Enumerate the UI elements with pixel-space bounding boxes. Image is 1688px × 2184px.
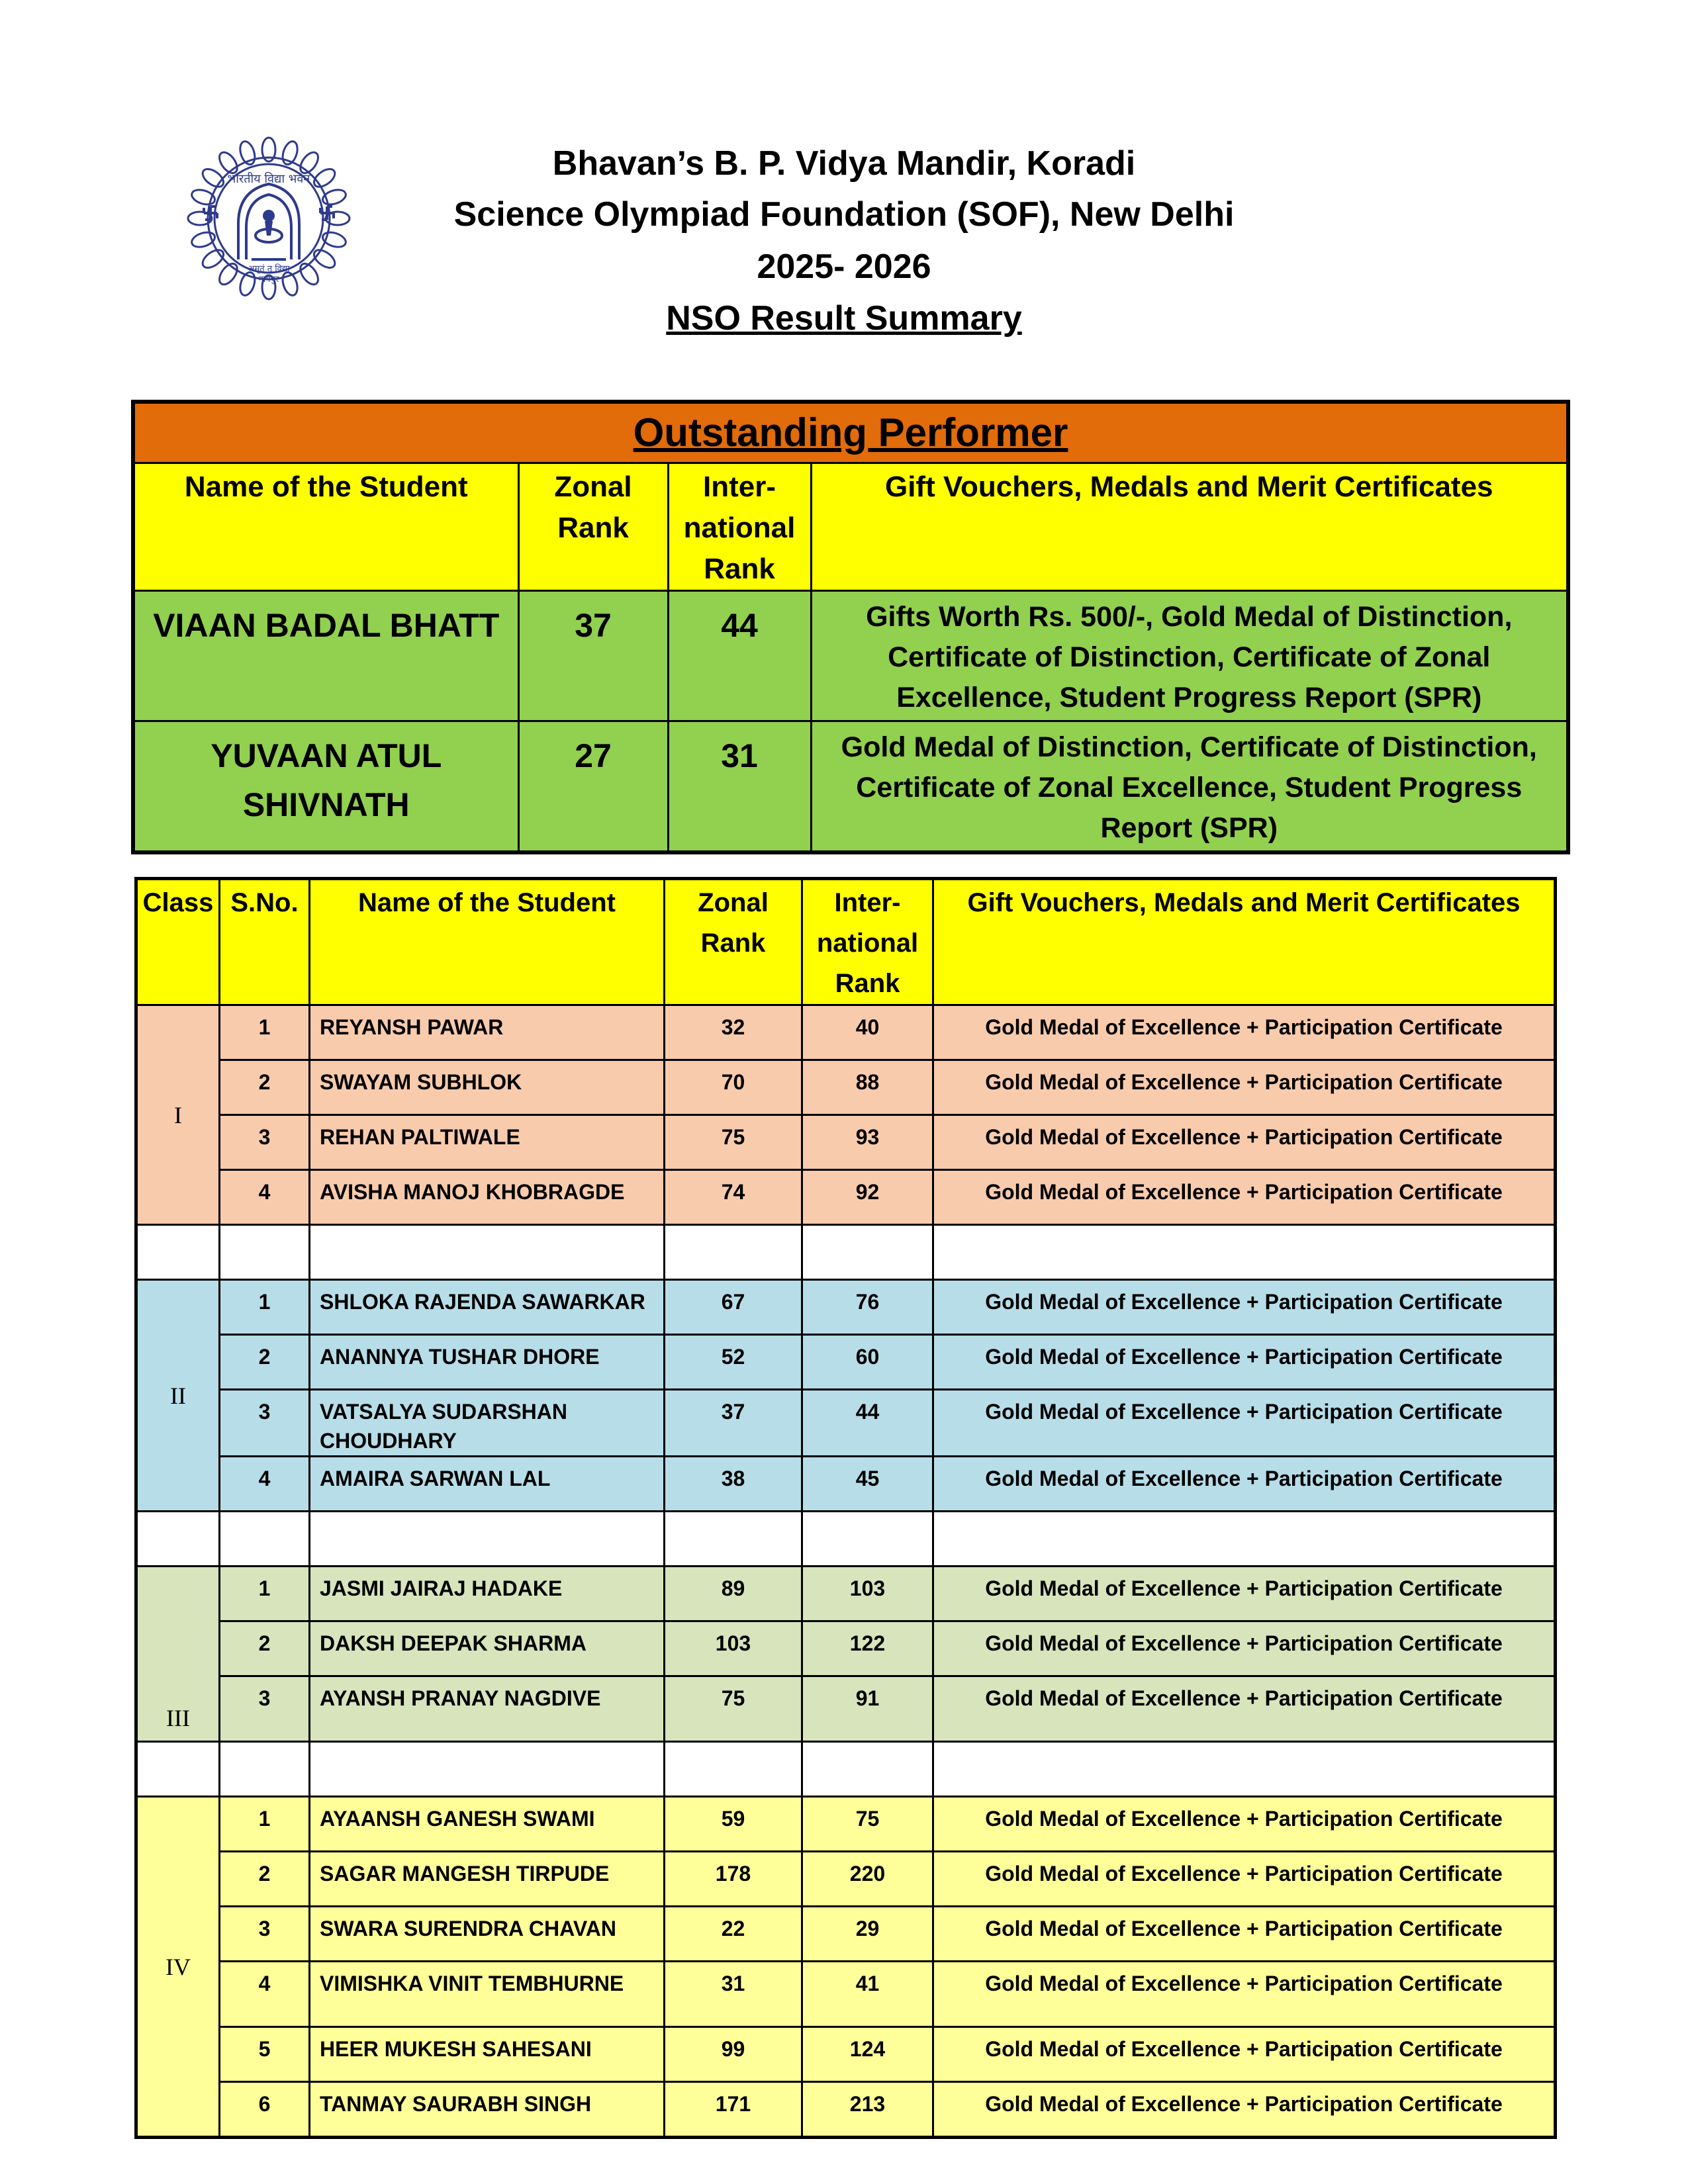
table-row (136, 1962, 1556, 2027)
table-row (136, 1567, 1556, 1621)
logo-text-city: नागपुर (258, 275, 279, 285)
international-rank: 29 (802, 1907, 933, 1962)
class-label: III (136, 1567, 220, 1742)
international-rank: 124 (802, 2027, 933, 2082)
zonal-rank: 178 (665, 1852, 802, 1907)
international-rank: 75 (802, 1797, 933, 1852)
award: Gold Medal of Excellence + Participation Certificate (933, 1962, 1556, 2027)
op-header-international: Inter- national Rank (668, 463, 811, 591)
award: Gold Medal of Excellence + Participation Certificate (933, 1567, 1556, 1621)
table-row (136, 1676, 1556, 1742)
header-award: Gift Vouchers, Medals and Merit Certificates (933, 879, 1556, 1005)
student-name: SHLOKA RAJENDA SAWARKAR (310, 1280, 665, 1335)
serial-number: 3 (220, 1907, 310, 1962)
zonal-rank: 70 (665, 1060, 802, 1115)
award: Gold Medal of Excellence + Participation Certificate (933, 1170, 1556, 1225)
international-rank: 103 (802, 1567, 933, 1621)
op-international-rank: 44 (668, 591, 811, 721)
award: Gold Medal of Excellence + Participation Certificate (933, 1621, 1556, 1676)
table-row (136, 1115, 1556, 1170)
serial-number: 2 (220, 1335, 310, 1390)
foundation-name: Science Olympiad Foundation (SOF), New Delhi (453, 195, 1235, 234)
student-name: TANMAY SAURABH SINGH (310, 2082, 665, 2138)
award: Gold Medal of Excellence + Participation Certificate (933, 1457, 1556, 1512)
serial-number: 2 (220, 1852, 310, 1907)
header-name: Name of the Student (310, 879, 665, 1005)
serial-number: 3 (220, 1676, 310, 1742)
header-zonal: Zonal Rank (665, 879, 802, 1005)
op-header-name: Name of the Student (133, 463, 518, 591)
international-rank: 92 (802, 1170, 933, 1225)
zonal-rank: 103 (665, 1621, 802, 1676)
table-row (136, 1170, 1556, 1225)
award: Gold Medal of Excellence + Participation Certificate (933, 1060, 1556, 1115)
serial-number: 4 (220, 1962, 310, 2027)
student-name: JASMI JAIRAJ HADAKE (310, 1567, 665, 1621)
outstanding-title: Outstanding Performer (133, 402, 1568, 463)
logo-text-motto: अमृतं तु विद्या (248, 264, 290, 274)
class-label: II (136, 1280, 220, 1512)
student-name: SWARA SURENDRA CHAVAN (310, 1907, 665, 1962)
zonal-rank: 75 (665, 1676, 802, 1742)
table-row (136, 1852, 1556, 1907)
international-rank: 93 (802, 1115, 933, 1170)
zonal-rank: 89 (665, 1567, 802, 1621)
zonal-rank: 52 (665, 1335, 802, 1390)
outstanding-performer-table (131, 400, 1570, 854)
student-name: REYANSH PAWAR (310, 1005, 665, 1060)
international-rank: 45 (802, 1457, 933, 1512)
international-rank: 122 (802, 1621, 933, 1676)
table-row (133, 591, 1568, 721)
table-row (136, 1797, 1556, 1852)
award: Gold Medal of Excellence + Participation Certificate (933, 1676, 1556, 1742)
serial-number: 5 (220, 2027, 310, 2082)
international-rank: 88 (802, 1060, 933, 1115)
table-row (136, 2027, 1556, 2082)
op-student-name: VIAAN BADAL BHATT (133, 591, 518, 721)
award: Gold Medal of Excellence + Participation Certificate (933, 1797, 1556, 1852)
student-name: AVISHA MANOJ KHOBRAGDE (310, 1170, 665, 1225)
student-name: AMAIRA SARWAN LAL (310, 1457, 665, 1512)
award: Gold Medal of Excellence + Participation Certificate (933, 1115, 1556, 1170)
table-row (136, 1335, 1556, 1390)
student-name: AYAANSH GANESH SWAMI (310, 1797, 665, 1852)
spacer-row (136, 1225, 1556, 1280)
international-rank: 44 (802, 1390, 933, 1457)
serial-number: 4 (220, 1457, 310, 1512)
student-name: VIMISHKA VINIT TEMBHURNE (310, 1962, 665, 2027)
international-rank: 41 (802, 1962, 933, 2027)
table-row (136, 1005, 1556, 1060)
results-table (134, 877, 1557, 2139)
table-row (136, 1621, 1556, 1676)
op-zonal-rank: 27 (518, 721, 668, 853)
page-title: NSO Result Summary (666, 299, 1022, 338)
serial-number: 2 (220, 1621, 310, 1676)
spacer-row (136, 1742, 1556, 1797)
student-name: VATSALYA SUDARSHAN CHOUDHARY (310, 1390, 665, 1457)
op-award: Gold Medal of Distinction, Certificate of Distinction, Certificate of Zonal Excellence, Student Progress Report (SPR) (811, 721, 1568, 853)
class-label: I (136, 1005, 220, 1225)
international-rank: 213 (802, 2082, 933, 2138)
student-name: SWAYAM SUBHLOK (310, 1060, 665, 1115)
zonal-rank: 67 (665, 1280, 802, 1335)
student-name: REHAN PALTIWALE (310, 1115, 665, 1170)
zonal-rank: 75 (665, 1115, 802, 1170)
serial-number: 6 (220, 2082, 310, 2138)
serial-number: 1 (220, 1567, 310, 1621)
student-name: ANANNYA TUSHAR DHORE (310, 1335, 665, 1390)
zonal-rank: 37 (665, 1390, 802, 1457)
school-name: Bhavan’s B. P. Vidya Mandir, Koradi (552, 144, 1136, 183)
zonal-rank: 31 (665, 1962, 802, 2027)
international-rank: 76 (802, 1280, 933, 1335)
award: Gold Medal of Excellence + Participation Certificate (933, 1005, 1556, 1060)
zonal-rank: 74 (665, 1170, 802, 1225)
international-rank: 60 (802, 1335, 933, 1390)
serial-number: 4 (220, 1170, 310, 1225)
serial-number: 1 (220, 1797, 310, 1852)
zonal-rank: 171 (665, 2082, 802, 2138)
zonal-rank: 22 (665, 1907, 802, 1962)
international-rank: 91 (802, 1676, 933, 1742)
zonal-rank: 99 (665, 2027, 802, 2082)
op-international-rank: 31 (668, 721, 811, 853)
op-header-award: Gift Vouchers, Medals and Merit Certificates (811, 463, 1568, 591)
header-class: Class (136, 879, 220, 1005)
table-row (136, 1390, 1556, 1457)
student-name: AYANSH PRANAY NAGDIVE (310, 1676, 665, 1742)
class-label: IV (136, 1797, 220, 2138)
student-name: HEER MUKESH SAHESANI (310, 2027, 665, 2082)
zonal-rank: 38 (665, 1457, 802, 1512)
serial-number: 1 (220, 1280, 310, 1335)
international-rank: 40 (802, 1005, 933, 1060)
award: Gold Medal of Excellence + Participation Certificate (933, 1852, 1556, 1907)
award: Gold Medal of Excellence + Participation Certificate (933, 1907, 1556, 1962)
award: Gold Medal of Excellence + Participation Certificate (933, 2082, 1556, 2138)
op-student-name: YUVAAN ATUL SHIVNATH (133, 721, 518, 853)
award: Gold Medal of Excellence + Participation Certificate (933, 1280, 1556, 1335)
serial-number: 3 (220, 1115, 310, 1170)
table-row (136, 1907, 1556, 1962)
op-award: Gifts Worth Rs. 500/-, Gold Medal of Distinction, Certificate of Distinction, Certificate of Zonal Excellence, Student Progress Report (SPR) (811, 591, 1568, 721)
op-zonal-rank: 37 (518, 591, 668, 721)
session-year: 2025- 2026 (757, 248, 931, 286)
serial-number: 1 (220, 1005, 310, 1060)
table-row (136, 1457, 1556, 1512)
serial-number: 2 (220, 1060, 310, 1115)
op-header-zonal: Zonal Rank (518, 463, 668, 591)
zonal-rank: 59 (665, 1797, 802, 1852)
table-row (136, 1060, 1556, 1115)
table-row (136, 2082, 1556, 2138)
serial-number: 3 (220, 1390, 310, 1457)
table-row (133, 721, 1568, 853)
table-row (136, 1280, 1556, 1335)
header-international: Inter- national Rank (802, 879, 933, 1005)
student-name: DAKSH DEEPAK SHARMA (310, 1621, 665, 1676)
header-sno: S.No. (220, 879, 310, 1005)
student-name: SAGAR MANGESH TIRPUDE (310, 1852, 665, 1907)
award: Gold Medal of Excellence + Participation Certificate (933, 2027, 1556, 2082)
international-rank: 220 (802, 1852, 933, 1907)
logo-text-top: भारतीय विद्या भवन (227, 172, 310, 186)
spacer-row (136, 1512, 1556, 1567)
award: Gold Medal of Excellence + Participation Certificate (933, 1390, 1556, 1457)
award: Gold Medal of Excellence + Participation Certificate (933, 1335, 1556, 1390)
zonal-rank: 32 (665, 1005, 802, 1060)
